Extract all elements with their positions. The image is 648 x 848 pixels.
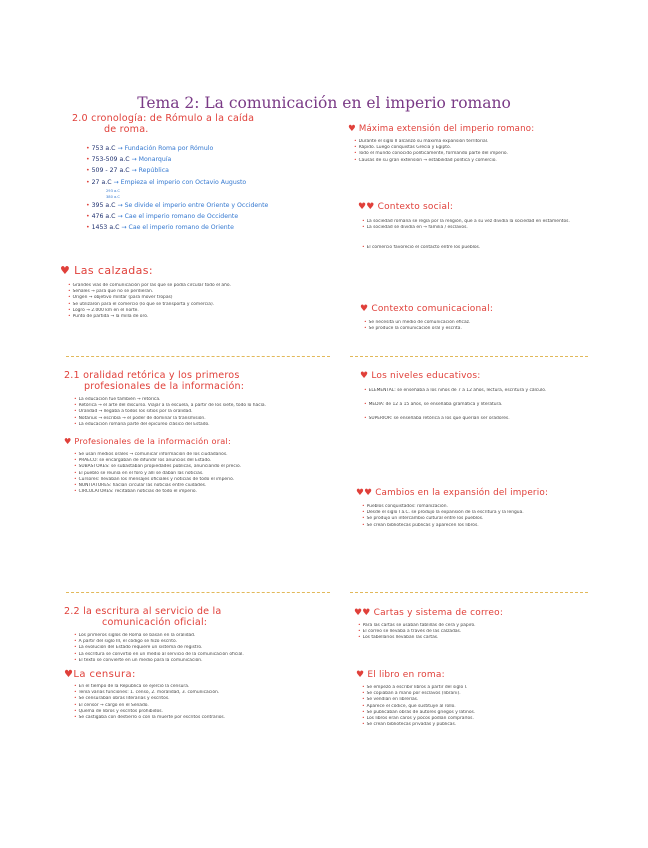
list-item: • El texto se convierte en un medio para la comunicación. — [74, 658, 342, 664]
list-item: • Se produce la comunicación oral y escrita. — [364, 326, 600, 332]
cartas-list — [354, 623, 600, 642]
list-item: • PRAECO: se encargaban de difundir los anuncios del Estado. — [74, 458, 342, 464]
contexto-social-list — [358, 219, 598, 252]
heart-icon: ♥ — [64, 436, 72, 447]
list-item: • Se copiaban a mano por esclavos (librarii). — [362, 691, 600, 697]
list-item: • Grandes vías de comunicación por las que se podía circular todo el año. — [68, 283, 340, 289]
section-cartas — [354, 608, 600, 642]
page-title: Tema 2: La comunicación en el imperio romano — [137, 94, 511, 112]
oralidad-list — [64, 397, 342, 428]
list-item: • Se castigaba con destierro o con la muerte por escritos contrarios. — [74, 715, 342, 721]
list-item: • La evolución del Estado requiere un sistema de registro. — [74, 645, 342, 651]
heart-icon: ♥ — [360, 304, 369, 314]
list-item: • En el tiempo de la República se ejerció la censura. — [74, 684, 342, 690]
list-item: • A partir del siglo III, el código se hizo escrito. — [74, 639, 342, 645]
list-item: • Retórica → el arte del discurso. Viajar a la escuela, a partir de los siete, todo lo hacía. — [74, 403, 342, 409]
list-item: • Los tabellarios llevaban las cartas. — [358, 635, 600, 641]
divider — [66, 592, 330, 593]
cronologia-heading: 2.0 cronología: de Rómulo a la caída — [72, 113, 255, 124]
list-item: • SUPERIOR: se enseñaba retórica a los que querían ser oradores. — [364, 416, 600, 422]
list-item: • La sociedad se dividía en → familia / esclavos. — [362, 225, 598, 231]
timeline-item: • 476 a.C → Cae el imperio romano de Occidente — [86, 213, 239, 221]
list-item: • Cursores: llevaban los mensajes oficiales y noticias de todo el imperio. — [74, 477, 342, 483]
extension-heading: ♥ Máxima extensión del imperio romano: — [348, 124, 535, 134]
list-item: • Se crean bibliotecas privadas y públicas. — [362, 722, 600, 728]
contexto-comunicacional-list — [360, 320, 600, 332]
niveles-list — [360, 388, 600, 423]
timeline-item: • 509 - 27 a.C → República — [86, 167, 169, 175]
libro-list — [356, 685, 600, 728]
section-cambios — [356, 488, 600, 529]
list-item: • Se censuraban obras literarias y escritos. — [74, 696, 342, 702]
divider — [350, 592, 588, 593]
list-item: • El pueblo se reunía en el foro y allí se daban las noticias. — [74, 471, 342, 477]
divider — [66, 356, 330, 357]
timeline-item: • 753-509 a.C → Monarquía — [86, 156, 172, 164]
list-item: • Aparece el códice, que sustituye al rollo. — [362, 704, 600, 710]
list-item: • MEDIA: de 12 a 15 años, se enseñaba gramática y literatura. — [364, 402, 600, 408]
list-item: • Todo el mundo conocido políticamente, formando parte del imperio. — [354, 151, 598, 157]
list-item: • Se necesita un medio de comunicación eficaz. — [364, 320, 600, 326]
censura-list — [64, 684, 342, 721]
escritura-heading: 2.2 la escritura al servicio de la — [64, 606, 222, 617]
heart-icon: ♥♥ — [358, 202, 375, 212]
cambios-list — [356, 504, 600, 529]
calzadas-list — [60, 283, 340, 320]
list-item: • Origen → objetivo militar (para mover tropas) — [68, 295, 340, 301]
list-item: • El comercio favoreció el contacto entre los pueblos. — [362, 245, 598, 251]
list-item: • Oralidad → llegaba a todos los sitios por la oralidad. — [74, 409, 342, 415]
section-oralidad — [64, 370, 342, 495]
timeline — [72, 143, 342, 233]
contexto-comunicacional-heading: ♥ Contexto comunicacional: — [360, 304, 494, 314]
extension-list — [348, 139, 598, 164]
niveles-heading: ♥ Los niveles educativos: — [360, 371, 481, 381]
heart-icon: ♥ — [60, 264, 71, 277]
cartas-heading: ♥♥ Cartas y sistema de correo: — [354, 608, 504, 618]
list-item: • Se usan medios orales → comunicar información de los ciudadanos. — [74, 452, 342, 458]
list-item: • La sociedad romana se regía por la religión, que a su vez dividía la sociedad en estamentos. — [362, 219, 598, 225]
section-libro — [356, 670, 600, 728]
list-item: • La educación romana parte del epicúreo clásico del Estado. — [74, 422, 342, 428]
contexto-social-heading: ♥♥ Contexto social: — [358, 202, 454, 212]
list-item: • La escritura se convirtió en un medio al servicio de la comunicación oficial. — [74, 652, 342, 658]
heart-icon: ♥ — [356, 670, 365, 680]
list-item: • Notarius → escribía → el poder de dominar la transmisión. — [74, 416, 342, 422]
list-item: • Señales → para que no se perdieran. — [68, 289, 340, 295]
section-calzadas — [60, 264, 340, 320]
list-item: • Los primeros siglos de Roma se basan en la oralidad. — [74, 633, 342, 639]
list-item: • CIRCULATORES: recitaban noticias de todo el imperio. — [74, 489, 342, 495]
list-item: • El censor → cargo en el Senado. — [74, 703, 342, 709]
cronologia-heading-2: de roma. — [104, 124, 149, 135]
section-contexto-comunicacional — [360, 304, 600, 332]
list-item: • El correo se llevaba a través de las calzadas. — [358, 629, 600, 635]
timeline-item: • 395 a.C → Se divide el imperio entre Oriente y Occidente — [86, 201, 269, 209]
list-item: • Se empezó a escribir libros a partir del siglo I. — [362, 685, 600, 691]
censura-heading: ♥La censura: — [64, 669, 136, 681]
list-item: • NUNTIATORES: hacían circular las noticias entre ciudades. — [74, 483, 342, 489]
list-item: • ELEMENTAL: se enseñaba a los niños de 7 a 12 años, lectura, escritura y cálculo. — [364, 388, 600, 394]
section-contexto-social — [358, 202, 598, 252]
cambios-heading: ♥♥ Cambios en la expansión del imperio: — [356, 488, 549, 498]
section-cronologia — [72, 113, 342, 233]
heart-icon: ♥ — [64, 669, 74, 681]
divider — [350, 356, 588, 357]
list-item: • Se vendían en librerías. — [362, 697, 600, 703]
heart-icon: ♥ — [360, 371, 369, 381]
list-item: • Se produjo un intercambio cultural entre los pueblos. — [362, 516, 600, 522]
list-item: • Punto de partida → la milla de oro. — [68, 314, 340, 320]
list-item: • Se utilizaron para el comercio (lo que se transporta y comercia). — [68, 302, 340, 308]
list-item: • SUBASTORES: se subastaban propiedades públicas, anunciando el precio. — [74, 464, 342, 470]
list-item: • Pueblos conquistados: romanización. — [362, 504, 600, 510]
timeline-item: • 753 a.C → Fundación Roma por Rómulo — [86, 145, 214, 152]
oralidad-heading: 2.1 oralidad retórica y los primeros — [64, 370, 240, 381]
libro-heading: ♥ El libro en roma: — [356, 670, 445, 680]
escritura-heading-2: comunicación oficial: — [102, 617, 208, 628]
timeline-sub: 293 a.C 380 a.C — [106, 188, 120, 199]
list-item: • Se crean bibliotecas públicas y aparecen los libros. — [362, 523, 600, 529]
section-niveles — [360, 371, 600, 423]
heart-icon: ♥ — [348, 124, 356, 134]
list-item: • Durante el siglo II alcanzó su máxima expansión territorial. — [354, 139, 598, 145]
heart-icon: ♥♥ — [356, 488, 373, 498]
list-item: • Para las cartas se usaban tablillas de cera y papiro. — [358, 623, 600, 629]
list-item: • Logro → 2.000 km en el norte. — [68, 308, 340, 314]
calzadas-heading: ♥ Las calzadas: — [60, 264, 153, 277]
escritura-list — [64, 633, 342, 664]
section-escritura — [64, 606, 342, 721]
section-extension — [348, 124, 598, 164]
timeline-item: • 1453 a.C → Cae el imperio romano de Oriente — [86, 224, 234, 232]
list-item: • Tenía varias funciones: 1. censo, 2. moralidad, 3. comunicación. — [74, 690, 342, 696]
list-item: • Causas de su gran extensión → estabilidad política y comercio. — [354, 158, 598, 164]
oralidad-heading-2: profesionales de la información: — [84, 381, 245, 392]
list-item: • La educación fue también → retórica. — [74, 397, 342, 403]
profesionales-list — [64, 452, 342, 495]
list-item: • Quema de libros y escritos prohibidos. — [74, 709, 342, 715]
heart-icon: ♥♥ — [354, 608, 371, 618]
profesionales-heading: ♥ Profesionales de la información oral: — [64, 436, 231, 447]
list-item: • Desde el siglo I a.C. se produjo la expansión de la escritura y la lengua. — [362, 510, 600, 516]
list-item: • Los libros eran caros y pocos podían comprarlos. — [362, 716, 600, 722]
timeline-item: • 27 a.C → Empieza el imperio con Octavio Augusto — [86, 178, 247, 186]
list-item: • Rápido. Luego conquistas Grecia y Egipto. — [354, 145, 598, 151]
list-item: • Se publicaban obras de autores griegos y latinos. — [362, 710, 600, 716]
